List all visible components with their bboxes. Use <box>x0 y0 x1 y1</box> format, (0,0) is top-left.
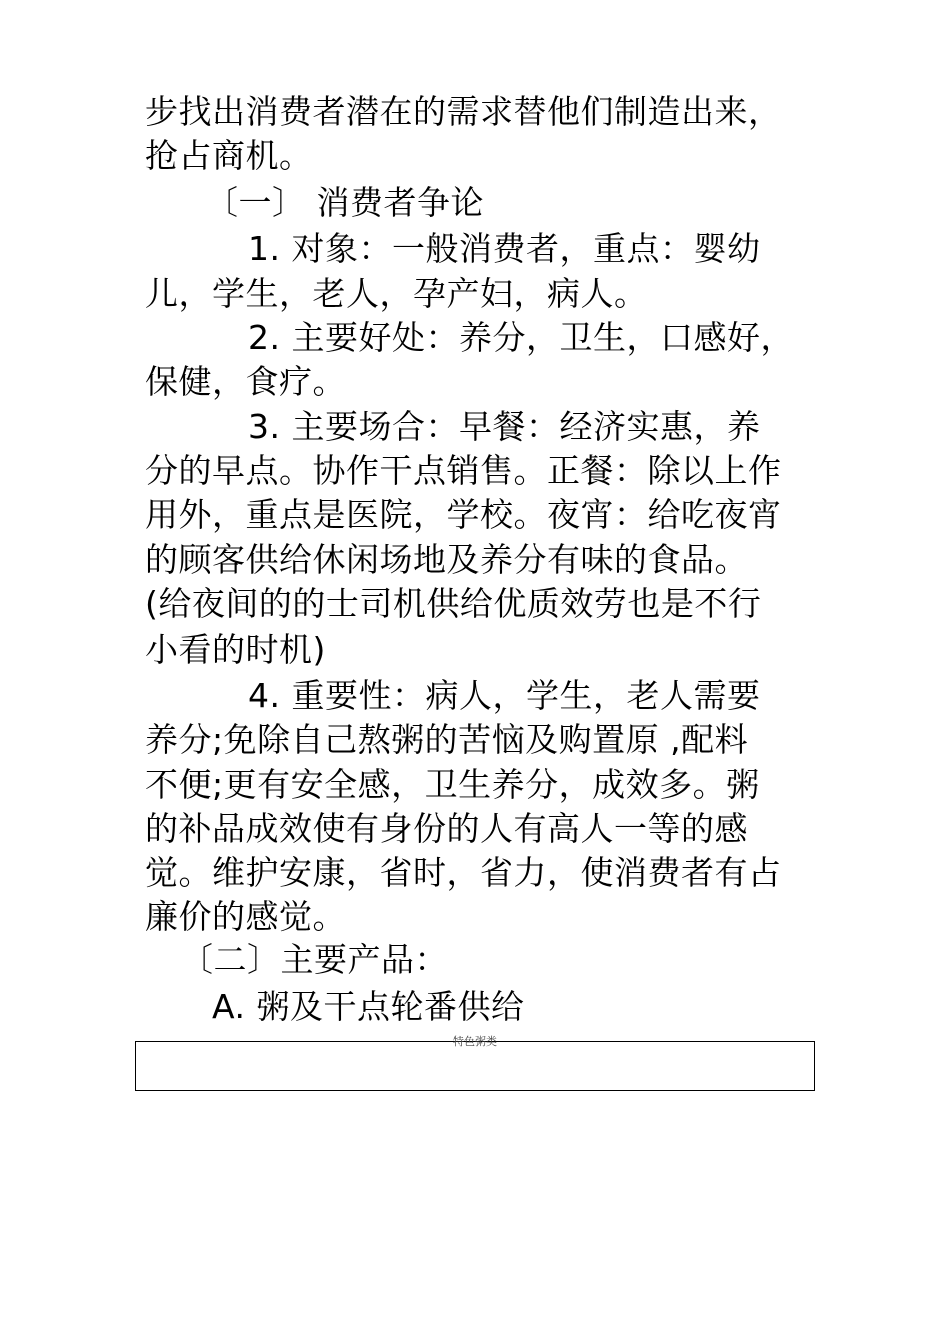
section-heading: 〔二〕主要产品： <box>180 940 448 979</box>
text-line: 步找出消费者潜在的需求替他们制造出来， <box>145 92 782 131</box>
text-line: 的补品成效使有身份的人有高人一等的感 <box>145 809 748 848</box>
table-box <box>135 1035 815 1091</box>
text-line: 2. 主要好处：养分，卫生，口感好， <box>248 318 794 357</box>
text-line: 用外，重点是医院，学校。夜宵：给吃夜宵 <box>145 495 782 534</box>
text-line: 廉价的感觉。 <box>145 897 346 936</box>
text-line: 儿，学生，老人，孕产妇，病人。 <box>145 274 648 313</box>
table-caption: 特色粥类 <box>453 1035 497 1048</box>
section-heading: 〔一〕 消费者争论 <box>205 183 484 222</box>
text-line: 3. 主要场合：早餐：经济实惠，养 <box>248 407 761 446</box>
subsection-heading: A. 粥及干点轮番供给 <box>212 987 525 1026</box>
text-line: 分的早点。协作干点销售。正餐：除以上作 <box>145 451 782 490</box>
text-line: 4. 重要性：病人，学生，老人需要 <box>248 676 761 715</box>
text-line: (给夜间的的士司机供给优质效劳也是不行 <box>145 584 762 623</box>
text-line: 保健，食疗。 <box>145 362 346 401</box>
text-line: 养分;免除自己熬粥的苦恼及购置原 ,配料 <box>145 720 749 759</box>
text-line: 的顾客供给休闲场地及养分有味的食品。 <box>145 540 748 579</box>
text-line: 不便;更有安全感，卫生养分，成效多。粥 <box>145 765 760 804</box>
text-line: 抢占商机。 <box>145 136 313 175</box>
text-line: 1. 对象：一般消费者，重点：婴幼 <box>248 229 761 268</box>
text-line: 觉。维护安康，省时，省力，使消费者有占 <box>145 853 782 892</box>
text-line: 小看的时机) <box>145 630 326 669</box>
